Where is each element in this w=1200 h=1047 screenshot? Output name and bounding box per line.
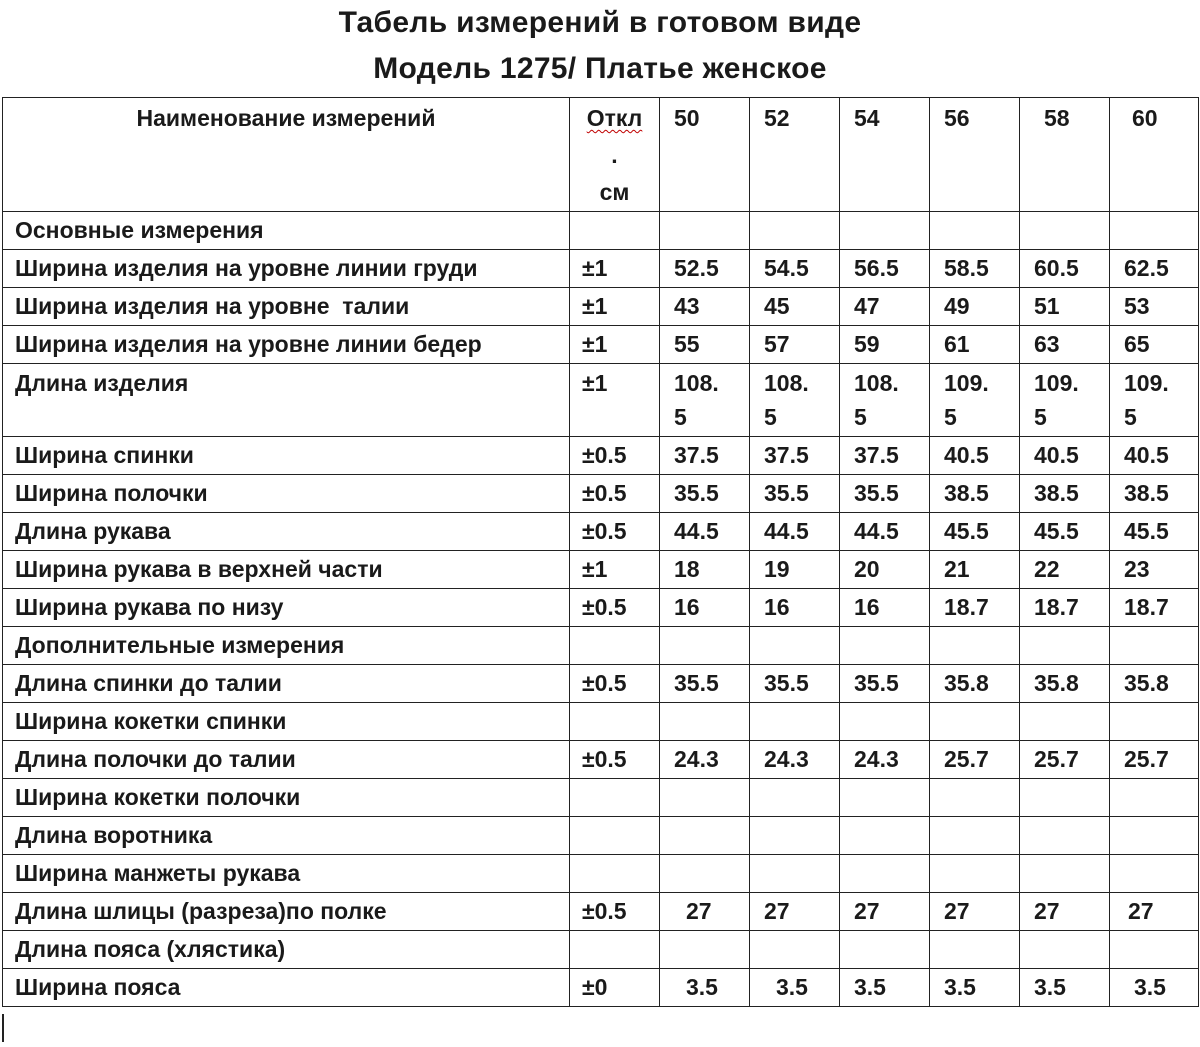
row-value-cell: 35.5	[840, 665, 930, 703]
header-tolerance-line2: .	[611, 142, 618, 168]
row-value-cell: 45.5	[1110, 513, 1199, 551]
row-name-cell: Ширина рукава по низу	[3, 589, 570, 627]
row-value-cell	[1020, 817, 1110, 855]
header-name-cell: Наименование измерений	[3, 98, 570, 212]
row-value-cell: 18.7	[1110, 589, 1199, 627]
row-value-cell: 37.5	[750, 437, 840, 475]
row-value-cell	[930, 817, 1020, 855]
row-value-cell	[840, 931, 930, 969]
row-value-cell	[660, 779, 750, 817]
row-tolerance-cell: ±0.5	[570, 893, 660, 931]
row-value-cell	[1110, 855, 1199, 893]
row-value-cell: 53	[1110, 288, 1199, 326]
table-row	[3, 931, 1199, 969]
row-value-cell: 37.5	[660, 437, 750, 475]
row-tolerance-cell	[570, 817, 660, 855]
row-value-cell	[660, 703, 750, 741]
header-size-cell: 54	[840, 98, 930, 212]
row-tolerance-cell: ±0.5	[570, 437, 660, 475]
row-value-cell: 108.5	[840, 364, 930, 437]
row-value-cell: 16	[840, 589, 930, 627]
row-value-cell: 35.5	[750, 475, 840, 513]
row-tolerance-cell	[570, 779, 660, 817]
row-value-cell	[1020, 703, 1110, 741]
row-value-cell: 65	[1110, 326, 1199, 364]
row-name-cell: Длина пояса (хлястика)	[3, 931, 570, 969]
row-name-cell: Ширина рукава в верхней части	[3, 551, 570, 589]
header-size-cell: 52	[750, 98, 840, 212]
row-tolerance-cell	[570, 931, 660, 969]
table-row	[3, 437, 1199, 475]
row-value-cell: 35.8	[1110, 665, 1199, 703]
row-tolerance-cell	[570, 212, 660, 250]
row-value-cell	[750, 817, 840, 855]
row-value-cell: 27	[1020, 893, 1110, 931]
table-row	[3, 969, 1199, 1007]
row-tolerance-cell	[570, 855, 660, 893]
row-value-cell	[750, 779, 840, 817]
row-value-cell: 108.5	[660, 364, 750, 437]
row-value-cell: 3.5	[1110, 969, 1199, 1007]
row-value-cell: 61	[930, 326, 1020, 364]
header-size-cell: 56	[930, 98, 1020, 212]
row-value-cell	[1110, 703, 1199, 741]
row-name-cell: Ширина изделия на уровне линии бедер	[3, 326, 570, 364]
row-value-cell: 27	[660, 893, 750, 931]
header-size-cell: 60	[1110, 98, 1199, 212]
row-value-cell: 27	[1110, 893, 1199, 931]
row-value-cell: 60.5	[1020, 250, 1110, 288]
row-value-cell: 43	[660, 288, 750, 326]
row-value-cell: 40.5	[1110, 437, 1199, 475]
row-value-cell	[660, 931, 750, 969]
row-value-cell: 45	[750, 288, 840, 326]
row-name-cell: Ширина изделия на уровне талии	[3, 288, 570, 326]
table-row	[3, 741, 1199, 779]
row-value-cell: 35.8	[1020, 665, 1110, 703]
row-tolerance-cell: ±0.5	[570, 589, 660, 627]
table-row	[3, 513, 1199, 551]
table-row	[3, 665, 1199, 703]
row-value-cell	[840, 817, 930, 855]
table-row	[3, 288, 1199, 326]
row-value-cell: 3.5	[840, 969, 930, 1007]
row-value-cell: 40.5	[930, 437, 1020, 475]
row-value-cell: 57	[750, 326, 840, 364]
row-value-cell	[750, 931, 840, 969]
row-value-cell	[1110, 817, 1199, 855]
table-row	[3, 326, 1199, 364]
row-value-cell: 25.7	[1020, 741, 1110, 779]
row-value-cell: 27	[840, 893, 930, 931]
row-name-cell: Длина спинки до талии	[3, 665, 570, 703]
row-name-cell: Дополнительные измерения	[3, 627, 570, 665]
row-value-cell	[750, 627, 840, 665]
row-value-cell: 35.8	[930, 665, 1020, 703]
row-value-cell: 63	[1020, 326, 1110, 364]
row-value-cell: 51	[1020, 288, 1110, 326]
row-value-cell: 20	[840, 551, 930, 589]
row-value-cell: 3.5	[930, 969, 1020, 1007]
row-name-cell: Длина рукава	[3, 513, 570, 551]
header-tolerance-cell	[570, 98, 660, 212]
table-row	[3, 703, 1199, 741]
row-name-cell: Ширина кокетки полочки	[3, 779, 570, 817]
row-value-cell: 44.5	[750, 513, 840, 551]
row-value-cell	[660, 855, 750, 893]
row-value-cell	[1110, 779, 1199, 817]
row-tolerance-cell: ±0	[570, 969, 660, 1007]
row-value-cell	[1020, 931, 1110, 969]
row-value-cell: 49	[930, 288, 1020, 326]
row-name-cell: Ширина пояса	[3, 969, 570, 1007]
row-value-cell	[750, 212, 840, 250]
row-value-cell: 16	[750, 589, 840, 627]
row-value-cell: 3.5	[750, 969, 840, 1007]
row-name-cell: Ширина кокетки спинки	[3, 703, 570, 741]
row-value-cell: 109.5	[1110, 364, 1199, 437]
row-value-cell: 18.7	[1020, 589, 1110, 627]
row-value-cell	[660, 627, 750, 665]
row-value-cell: 56.5	[840, 250, 930, 288]
row-name-cell: Длина изделия	[3, 364, 570, 437]
row-value-cell: 18	[660, 551, 750, 589]
row-value-cell: 45.5	[930, 513, 1020, 551]
table-row	[3, 250, 1199, 288]
row-value-cell: 55	[660, 326, 750, 364]
row-value-cell	[750, 703, 840, 741]
row-value-cell	[840, 212, 930, 250]
table-row	[3, 212, 1199, 250]
row-tolerance-cell: ±0.5	[570, 741, 660, 779]
document-title: Табель измерений в готовом виде	[338, 6, 862, 39]
row-tolerance-cell: ±0.5	[570, 513, 660, 551]
row-value-cell	[1020, 627, 1110, 665]
row-value-cell: 24.3	[660, 741, 750, 779]
row-tolerance-cell: ±1	[570, 364, 660, 437]
row-name-cell: Длина полочки до талии	[3, 741, 570, 779]
table-row	[3, 364, 1199, 437]
row-value-cell	[1110, 627, 1199, 665]
row-value-cell	[930, 931, 1020, 969]
row-value-cell: 52.5	[660, 250, 750, 288]
row-value-cell: 24.3	[840, 741, 930, 779]
header-size-cell: 58	[1020, 98, 1110, 212]
row-value-cell: 35.5	[660, 665, 750, 703]
row-value-cell: 19	[750, 551, 840, 589]
row-tolerance-cell: ±1	[570, 250, 660, 288]
table-row	[3, 817, 1199, 855]
header-tolerance-line1: Откл	[586, 105, 643, 131]
row-value-cell: 25.7	[1110, 741, 1199, 779]
row-value-cell	[930, 855, 1020, 893]
document-subtitle: Модель 1275/ Платье женское	[373, 52, 827, 85]
row-value-cell	[930, 779, 1020, 817]
page-edge-divider	[2, 1014, 4, 1042]
row-value-cell	[840, 627, 930, 665]
row-value-cell	[1020, 779, 1110, 817]
row-value-cell	[750, 855, 840, 893]
row-value-cell: 21	[930, 551, 1020, 589]
row-tolerance-cell: ±0.5	[570, 665, 660, 703]
row-value-cell: 37.5	[840, 437, 930, 475]
table-row	[3, 779, 1199, 817]
row-value-cell: 38.5	[1110, 475, 1199, 513]
row-value-cell	[930, 212, 1020, 250]
row-tolerance-cell: ±0.5	[570, 475, 660, 513]
table-row	[3, 855, 1199, 893]
row-value-cell: 108.5	[750, 364, 840, 437]
row-value-cell: 40.5	[1020, 437, 1110, 475]
row-value-cell: 35.5	[750, 665, 840, 703]
row-value-cell: 35.5	[840, 475, 930, 513]
row-tolerance-cell: ±1	[570, 551, 660, 589]
row-value-cell	[1020, 212, 1110, 250]
row-value-cell: 25.7	[930, 741, 1020, 779]
row-name-cell: Длина шлицы (разреза)по полке	[3, 893, 570, 931]
row-value-cell: 58.5	[930, 250, 1020, 288]
row-value-cell	[1110, 931, 1199, 969]
row-value-cell	[840, 855, 930, 893]
row-name-cell: Длина воротника	[3, 817, 570, 855]
row-value-cell	[840, 703, 930, 741]
table-row	[3, 475, 1199, 513]
table-row	[3, 627, 1199, 665]
row-value-cell	[930, 703, 1020, 741]
row-value-cell: 45.5	[1020, 513, 1110, 551]
header-tolerance-line3: см	[599, 179, 630, 205]
row-value-cell: 22	[1020, 551, 1110, 589]
row-tolerance-cell	[570, 627, 660, 665]
row-name-cell: Ширина изделия на уровне линии груди	[3, 250, 570, 288]
row-value-cell: 27	[750, 893, 840, 931]
row-value-cell	[660, 212, 750, 250]
row-value-cell	[930, 627, 1020, 665]
row-name-cell: Ширина спинки	[3, 437, 570, 475]
row-value-cell: 3.5	[1020, 969, 1110, 1007]
row-value-cell	[1020, 855, 1110, 893]
measurements-table	[2, 97, 1199, 1007]
row-value-cell	[840, 779, 930, 817]
table-header-row	[3, 98, 1199, 212]
row-value-cell: 3.5	[660, 969, 750, 1007]
row-value-cell	[660, 817, 750, 855]
row-value-cell: 109.5	[930, 364, 1020, 437]
row-value-cell: 62.5	[1110, 250, 1199, 288]
row-value-cell: 23	[1110, 551, 1199, 589]
table-row	[3, 893, 1199, 931]
row-value-cell: 47	[840, 288, 930, 326]
row-value-cell: 54.5	[750, 250, 840, 288]
table-row	[3, 589, 1199, 627]
row-name-cell: Ширина полочки	[3, 475, 570, 513]
row-value-cell: 44.5	[660, 513, 750, 551]
row-value-cell	[1110, 212, 1199, 250]
row-value-cell: 59	[840, 326, 930, 364]
row-tolerance-cell	[570, 703, 660, 741]
table-row	[3, 551, 1199, 589]
row-value-cell: 16	[660, 589, 750, 627]
row-value-cell: 18.7	[930, 589, 1020, 627]
row-value-cell: 44.5	[840, 513, 930, 551]
row-value-cell: 109.5	[1020, 364, 1110, 437]
row-name-cell: Ширина манжеты рукава	[3, 855, 570, 893]
row-tolerance-cell: ±1	[570, 288, 660, 326]
row-name-cell: Основные измерения	[3, 212, 570, 250]
row-value-cell: 38.5	[1020, 475, 1110, 513]
row-tolerance-cell: ±1	[570, 326, 660, 364]
row-value-cell: 27	[930, 893, 1020, 931]
row-value-cell: 35.5	[660, 475, 750, 513]
row-value-cell: 24.3	[750, 741, 840, 779]
row-value-cell: 38.5	[930, 475, 1020, 513]
header-size-cell: 50	[660, 98, 750, 212]
